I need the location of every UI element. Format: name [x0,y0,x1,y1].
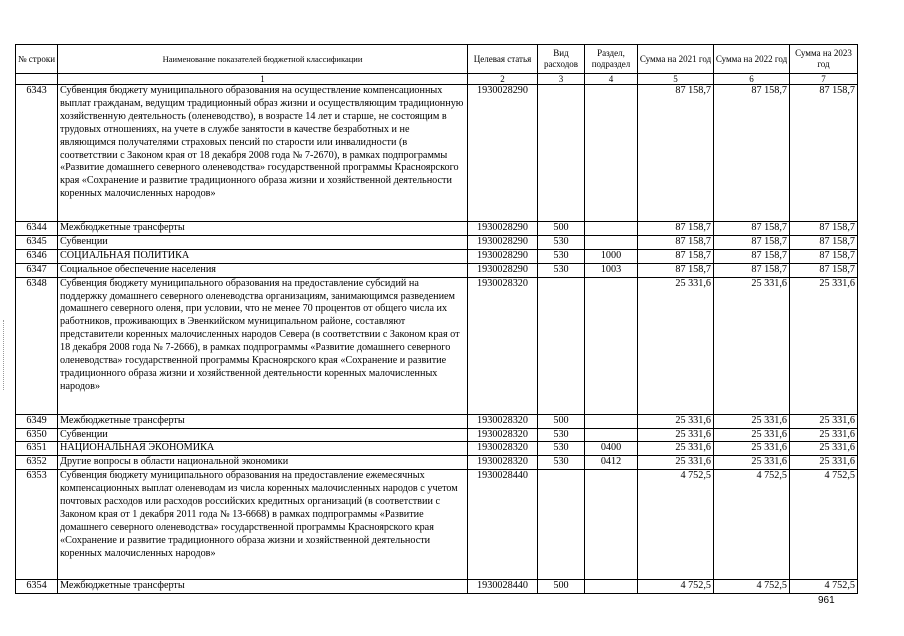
target-article: 1930028290 [468,85,538,222]
sum-2022: 87 158,7 [714,263,790,277]
row-number: 6353 [16,470,58,580]
table-row [16,277,858,414]
header-indicator-name: Наименование показателей бюджетной классификации [58,45,468,74]
table-row [16,456,858,470]
target-article: 1930028320 [468,414,538,428]
table-row [16,470,858,580]
row-number: 6351 [16,442,58,456]
sum-2023: 87 158,7 [790,222,858,236]
header-row-number: № строки [16,45,58,74]
section-code [585,235,638,249]
section-code [585,85,638,222]
column-number: 4 [585,74,638,85]
target-article: 1930028290 [468,249,538,263]
expense-type: 530 [538,235,585,249]
target-article: 1930028440 [468,580,538,594]
sum-2021: 87 158,7 [638,222,714,236]
expense-type: 530 [538,263,585,277]
target-article: 1930028440 [468,470,538,580]
indicator-name: СОЦИАЛЬНАЯ ПОЛИТИКА [58,249,468,263]
table-row [16,428,858,442]
section-code: 1003 [585,263,638,277]
indicator-name: Субвенции [58,428,468,442]
indicator-name: Межбюджетные трансферты [58,414,468,428]
header-expense-type: Вид расходов [538,45,585,74]
section-code: 0400 [585,442,638,456]
sum-2023: 4 752,5 [790,580,858,594]
table-row [16,442,858,456]
expense-type: 530 [538,442,585,456]
row-number: 6345 [16,235,58,249]
sum-2023: 25 331,6 [790,442,858,456]
row-number: 6348 [16,277,58,414]
row-number: 6349 [16,414,58,428]
header-section: Раздел, подраздел [585,45,638,74]
indicator-name: Другие вопросы в области национальной экономики [58,456,468,470]
indicator-name: Социальное обеспечение населения [58,263,468,277]
sum-2021: 87 158,7 [638,249,714,263]
sum-2021: 25 331,6 [638,428,714,442]
indicator-name: Межбюджетные трансферты [58,222,468,236]
section-code [585,580,638,594]
header-sum-2023: Сумма на 2023 год [790,45,858,74]
sum-2021: 87 158,7 [638,235,714,249]
header-target-article: Целевая статья [468,45,538,74]
target-article: 1930028290 [468,222,538,236]
sum-2021: 87 158,7 [638,85,714,222]
expense-type [538,277,585,414]
sum-2023: 87 158,7 [790,263,858,277]
sum-2022: 25 331,6 [714,414,790,428]
sum-2021: 87 158,7 [638,263,714,277]
expense-type [538,470,585,580]
expense-type: 530 [538,456,585,470]
section-code: 0412 [585,456,638,470]
section-code [585,428,638,442]
expense-type: 500 [538,222,585,236]
target-article: 1930028290 [468,263,538,277]
indicator-name: Субвенция бюджету муниципального образования на осуществление компенсационных выплат гражданам, ведущим традиционный образ жизни и осуществляющим традиционную хозяйственную деятельность (оленеводство), в возрасте 14 лет и старше, не состоящим в трудовых отношениях, на учете в службе занятости в качестве безработных и не являющимся получателями страховых пенсий по старости или инвалидности (в соответствии с Законом края от 18 декабря 2008 года № 7-2670), в рамках подпрограммы «Развитие домашнего северного оленеводства» государственной программы Красноярского края «Сохранение и развитие традиционного образа жизни и хозяйственной деятельности коренных малочисленных народов» [58,85,468,222]
sum-2023: 87 158,7 [790,235,858,249]
indicator-name: Межбюджетные трансферты [58,580,468,594]
table-row [16,85,858,222]
header-sum-2022: Сумма на 2022 год [714,45,790,74]
row-number: 6350 [16,428,58,442]
page-number: 961 [818,595,835,606]
section-code [585,222,638,236]
section-code: 1000 [585,249,638,263]
sum-2021: 4 752,5 [638,580,714,594]
target-article: 1930028320 [468,456,538,470]
sum-2021: 25 331,6 [638,456,714,470]
expense-type: 530 [538,428,585,442]
sum-2022: 87 158,7 [714,249,790,263]
column-number: 5 [638,74,714,85]
target-article: 1930028320 [468,428,538,442]
sum-2023: 25 331,6 [790,277,858,414]
sum-2022: 25 331,6 [714,428,790,442]
header-row [16,45,858,74]
sum-2023: 87 158,7 [790,85,858,222]
row-number: 6354 [16,580,58,594]
sum-2021: 25 331,6 [638,277,714,414]
budget-table [15,44,858,594]
sum-2022: 25 331,6 [714,456,790,470]
column-number: 1 [58,74,468,85]
sum-2023: 25 331,6 [790,428,858,442]
scan-edge-marks [3,320,6,390]
sum-2022: 4 752,5 [714,470,790,580]
sum-2022: 25 331,6 [714,277,790,414]
sum-2022: 4 752,5 [714,580,790,594]
expense-type: 500 [538,580,585,594]
section-code [585,277,638,414]
sum-2023: 87 158,7 [790,249,858,263]
target-article: 1930028320 [468,277,538,414]
table-row [16,580,858,594]
row-number: 6347 [16,263,58,277]
indicator-name: НАЦИОНАЛЬНАЯ ЭКОНОМИКА [58,442,468,456]
target-article: 1930028290 [468,235,538,249]
table-row [16,222,858,236]
column-number: 3 [538,74,585,85]
target-article: 1930028320 [468,442,538,456]
sum-2022: 87 158,7 [714,235,790,249]
row-number: 6352 [16,456,58,470]
sum-2022: 87 158,7 [714,85,790,222]
sum-2023: 4 752,5 [790,470,858,580]
sum-2023: 25 331,6 [790,414,858,428]
indicator-name: Субвенция бюджету муниципального образования на предоставление субсидий на поддержку домашнего северного оленеводства организациям, занимающимся разведением домашнего северного оленя, при условии, что не менее 70 процентов от общего числа их работников, проживающих в Эвенкийском муниципальном районе, составляют представители коренных малочисленных народов Севера (в соответствии с Законом края от 18 декабря 2008 года № 7-2666), в рамках подпрограммы «Развитие домашнего северного оленеводства» государственной программы Красноярского края «Сохранение и развитие традиционного образа жизни и хозяйственной деятельности коренных малочисленных народов» [58,277,468,414]
column-number-row [16,74,858,85]
section-code [585,470,638,580]
expense-type [538,85,585,222]
sum-2023: 25 331,6 [790,456,858,470]
row-number: 6346 [16,249,58,263]
section-code [585,414,638,428]
table-row [16,249,858,263]
sum-2021: 25 331,6 [638,414,714,428]
expense-type: 530 [538,249,585,263]
sum-2022: 87 158,7 [714,222,790,236]
table-row [16,414,858,428]
table-row [16,235,858,249]
column-number: 7 [790,74,858,85]
row-number: 6343 [16,85,58,222]
sum-2022: 25 331,6 [714,442,790,456]
indicator-name: Субвенции [58,235,468,249]
expense-type: 500 [538,414,585,428]
column-number: 2 [468,74,538,85]
table-row [16,263,858,277]
sum-2021: 4 752,5 [638,470,714,580]
row-number: 6344 [16,222,58,236]
column-number [16,74,58,85]
header-sum-2021: Сумма на 2021 год [638,45,714,74]
indicator-name: Субвенция бюджету муниципального образования на предоставление ежемесячных компенсационных выплат оленеводам из числа коренных малочисленных народов с учетом почтовых расходов или расходов российских кредитных организаций (в соответствии с Законом края от 1 декабря 2011 года № 13-6668) в рамках подпрограммы «Развитие домашнего северного оленеводства» государственной программы Красноярского края «Сохранение и развитие традиционного образа жизни и хозяйственной деятельности коренных малочисленных народов» [58,470,468,580]
column-number: 6 [714,74,790,85]
sum-2021: 25 331,6 [638,442,714,456]
